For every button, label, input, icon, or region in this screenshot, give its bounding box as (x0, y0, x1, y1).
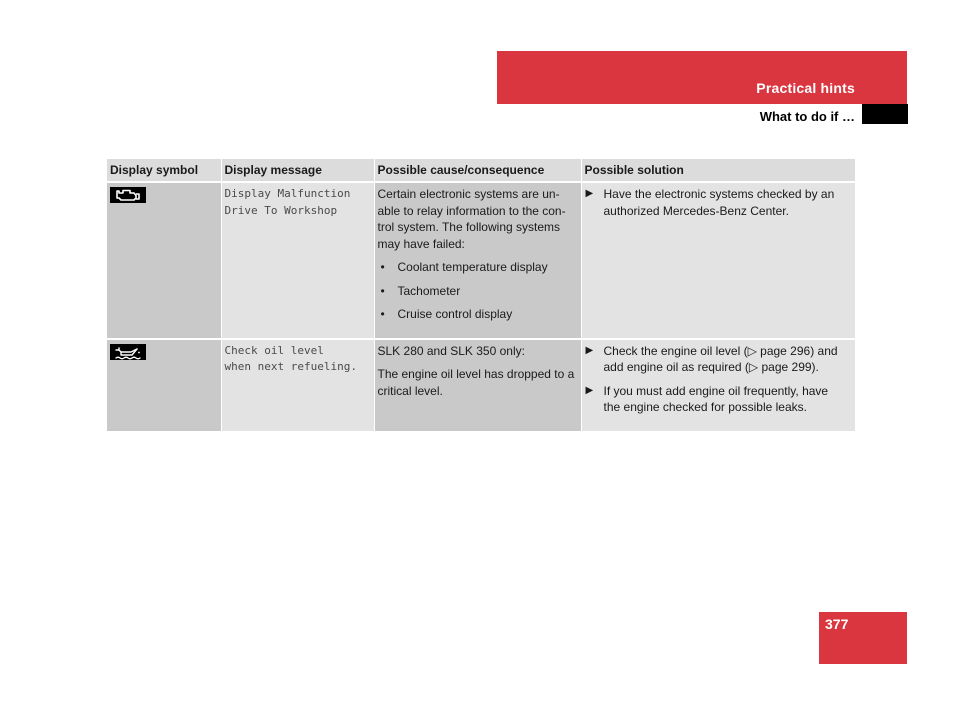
arrow-right-icon: ▶ (585, 188, 594, 199)
arrow-right-icon: ▶ (585, 344, 594, 356)
symbol-cell (107, 339, 221, 432)
solution-list (585, 186, 852, 219)
cause-paragraph: The engine oil level has dropped to a critical level. (377, 367, 575, 398)
cause-paragraph: SLK 280 and SLK 350 only: (377, 343, 525, 358)
message-cell (221, 339, 374, 432)
engine-malfunction-icon (110, 187, 146, 203)
solution-list (585, 343, 852, 416)
message-cell (221, 182, 374, 339)
cause-cell (374, 339, 581, 432)
table-header-row (107, 159, 855, 182)
message-line: Drive To Workshop (224, 203, 338, 217)
message-line: Check oil level (224, 343, 324, 357)
solution-line: Have the electronic systems checked by an (603, 187, 835, 201)
cause-line: able to relay information to the con- (377, 203, 566, 218)
solution-line: If you must add engine oil frequently, have (603, 383, 829, 398)
cause-line: trol system. The following systems (377, 220, 561, 234)
column-header-message: Display message (221, 159, 374, 182)
hints-table (107, 159, 856, 433)
solution-step (585, 186, 852, 219)
solution-line: the engine checked for possible leaks. (603, 400, 807, 414)
section-title: Practical hints (756, 80, 855, 96)
cause-paragraph (378, 186, 578, 252)
list-item: • Cruise control display (378, 306, 578, 323)
page-number: 377 (825, 616, 849, 632)
solution-line: add engine oil as required (▷ page 299). (603, 360, 819, 374)
table-row (107, 339, 855, 432)
cause-line: Certain electronic systems are un- (377, 187, 560, 201)
solution-cell (581, 339, 855, 432)
header-band (497, 51, 907, 104)
column-header-cause: Possible cause/consequence (374, 159, 581, 182)
solution-line: Check the engine oil level (▷ page 296) and (603, 343, 838, 358)
solution-step (585, 383, 852, 416)
solution-step (585, 343, 852, 376)
oil-level-icon (110, 344, 146, 360)
message-line: Display Malfunction (224, 187, 351, 200)
cause-bullet-list (378, 259, 578, 323)
solution-cell (581, 182, 855, 339)
column-header-symbol: Display symbol (107, 159, 221, 182)
table-row (107, 182, 855, 339)
subsection-title: What to do if … (759, 109, 855, 124)
section-tab-marker (862, 104, 908, 124)
arrow-right-icon: ▶ (585, 384, 594, 396)
list-item: • Tachometer (378, 283, 578, 300)
solution-line: authorized Mercedes-Benz Center. (603, 203, 789, 218)
list-item: • Coolant temperature display (378, 259, 578, 276)
message-line: when next refueling. (224, 360, 357, 373)
cause-cell (374, 182, 581, 339)
cause-line: may have failed: (377, 236, 465, 251)
column-header-solution: Possible solution (581, 159, 855, 182)
symbol-cell (107, 182, 221, 339)
